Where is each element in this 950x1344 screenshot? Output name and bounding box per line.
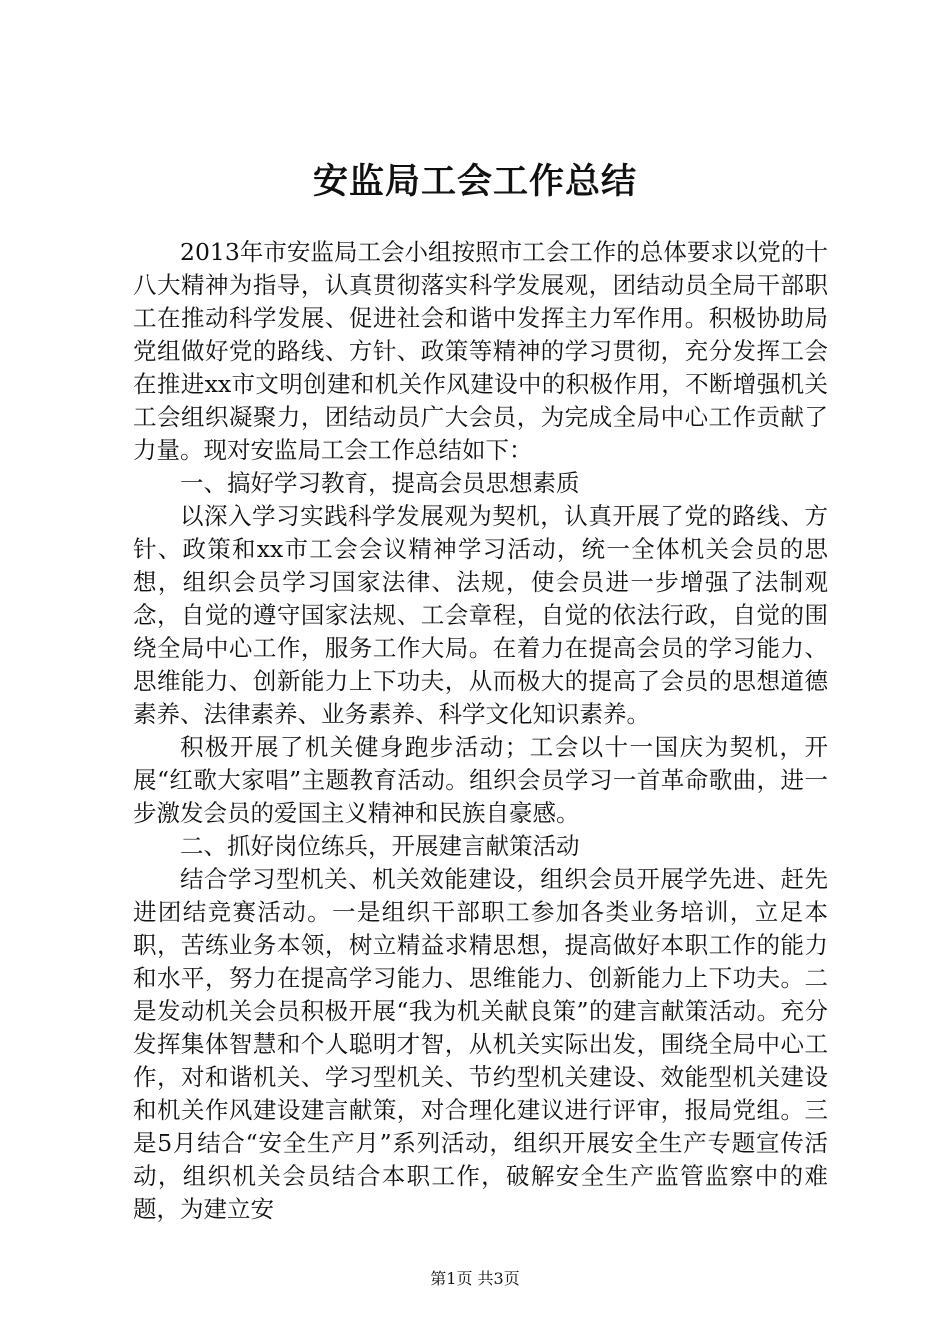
document-title: 安监局工会工作总结	[312, 161, 637, 202]
paragraph-intro: 2013年市安监局工会小组按照市工会工作的总体要求以党的十八大精神为指导，认真贯彻落实科学发展观，团结动员全局干部职工在推动科学发展、促进社会和谐中发挥主力军作用。积极协助局党组做好党的路线、方针、政策等精神的学习贯彻，充分发挥工会在推进xx市文明创建和机关作风建设中的积极作用，不断增强机关工会组织凝聚力，团结动员广大会员，为完成全局中心工作贡献了力量。现对安监局工会工作总结如下：	[133, 238, 828, 464]
paragraph-training: 结合学习型机关、机关效能建设，组织会员开展学先进、赶先进团结竞赛活动。一是组织干部职工参加各类业务培训，立足本职，苦练业务本领，树立精益求精思想，提高做好本职工作的能力和水平，努力在提高学习能力、思维能力、创新能力上下功夫。二是发动机关会员积极开展“我为机关献良策”的建言献策活动。充分发挥集体智慧和个人聪明才智，从机关实际出发，围绕全局中心工作，对和谐机关、学习型机关、节约型机关建设、效能型机关建设和机关作风建设建言献策，对合理化建议进行评审，报局党组。三是5月结合“安全生产月”系列活动，组织开展安全生产专题宣传活动，组织机关会员结合本职工作，破解安全生产监管监察中的难题，为建立安	[133, 865, 828, 1223]
document-body	[133, 236, 828, 1226]
paragraph-study: 以深入学习实践科学发展观为契机，认真开展了党的路线、方针、政策和xx市工会会议精神学习活动，统一全体机关会员的思想，组织会员学习国家法律、法规，使会员进一步增强了法制观念，自觉的遵守国家法规、工会章程，自觉的依法行政，自觉的围绕全局中心工作，服务工作大局。在着力在提高会员的学习能力、思维能力、创新能力上下功夫，从而极大的提高了会员的思想道德素养、法律素养、业务素养、科学文化知识素养。	[133, 502, 828, 728]
section-heading-2: 二、抓好岗位练兵，开展建言献策活动	[180, 832, 580, 860]
section-heading-1: 一、搞好学习教育，提高会员思想素质	[180, 469, 580, 497]
page-number-footer: 第1页 共3页	[430, 1269, 520, 1288]
paragraph-activities: 积极开展了机关健身跑步活动；工会以十一国庆为契机，开展“红歌大家唱”主题教育活动。组织会员学习一首革命歌曲，进一步激发会员的爱国主义精神和民族自豪感。	[133, 733, 828, 827]
